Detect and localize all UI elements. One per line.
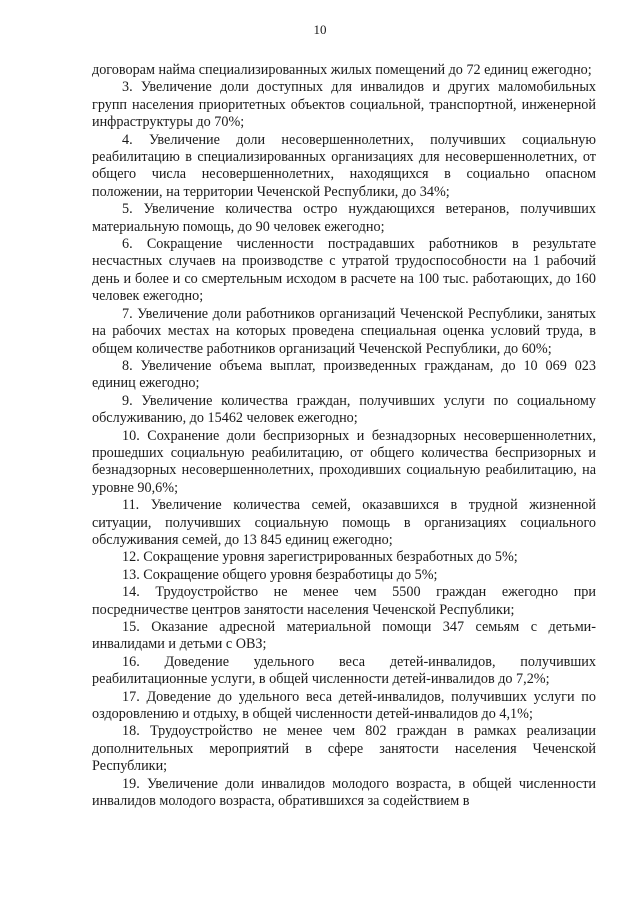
paragraph-continuation: договорам найма специализированных жилых помещений до 72 единиц ежегодно; [92, 62, 592, 78]
paragraph-item-10: 10. Сохранение доли беспризорных и безнадзорных несовершеннолетних, прошедших социальную реабилитацию, от общего количества беспризорных и безнадзорных несовершеннолетних, проходивших социальную реабилитацию, на уровне 90,6%; [92, 427, 596, 496]
paragraph-item-8: 8. Увеличение объема выплат, произведенных гражданам, до 10 069 023 единиц ежегодно; [92, 357, 596, 392]
page-number: 10 [313, 22, 327, 37]
paragraph-item-11: 11. Увеличение количества семей, оказавшихся в трудной жизненной ситуации, получивших социальную помощь в организациях социального обслуживания семей, до 13 845 единиц ежегодно; [92, 497, 596, 548]
paragraph-item-9: 9. Увеличение количества граждан, получивших услуги по социальному обслуживанию, до 15462 человек ежегодно; [92, 392, 596, 427]
paragraph-item-18: 18. Трудоустройство не менее чем 802 граждан в рамках реализации дополнительных мероприятий в сфере занятости населения Чеченской Республики; [92, 723, 596, 775]
paragraph-item-12: 12. Сокращение уровня зарегистрированных безработных до 5%; [122, 549, 518, 566]
paragraph-item-16: 16. Доведение удельного веса детей-инвалидов, получивших реабилитационные услуги, в общей численности детей-инвалидов до 7,2%; [92, 653, 596, 688]
paragraph-item-3: 3. Увеличение доли доступных для инвалидов и других маломобильных групп населения приоритетных объектов социальной, транспортной, инженерной инфраструктуры до 70%; [92, 79, 596, 131]
paragraph-item-6: 6. Сокращение численности пострадавших работников в результате несчастных случаев на производстве с утратой трудоспособности на 1 рабочий день и более и со смертельным исходом в расчете на 100 тыс. работающих, до 160 человек ежегодно; [92, 236, 596, 305]
document-body [92, 62, 596, 810]
paragraph-item-15: 15. Оказание адресной материальной помощи 347 семьям с детьми-инвалидами и детьми с ОВЗ; [92, 619, 596, 653]
paragraph-item-14: 14. Трудоустройство не менее чем 5500 граждан ежегодно при посредничестве центров занятости населения Чеченской Республики; [92, 584, 596, 618]
paragraph-item-13: 13. Сокращение общего уровня безработицы до 5%; [122, 566, 438, 583]
paragraph-item-5: 5. Увеличение количества остро нуждающихся ветеранов, получивших материальную помощь, до 90 человек ежегодно; [92, 201, 596, 235]
paragraph-item-19: 19. Увеличение доли инвалидов молодого возраста, в общей численности инвалидов молодого возраста, обратившихся за содействием в [92, 775, 596, 810]
paragraph-item-4: 4. Увеличение доли несовершеннолетних, получивших социальную реабилитацию в специализированных организациях для несовершеннолетних, от общего числа несовершеннолетних, находящихся в социально опасном положении, на территории Чеченской Республики, до 34%; [92, 131, 596, 200]
paragraph-item-17: 17. Доведение до удельного веса детей-инвалидов, получивших услуги по оздоровлению и отдыху, в общей численности детей-инвалидов до 4,1%; [92, 688, 596, 723]
paragraph-item-7: 7. Увеличение доли работников организаций Чеченской Республики, занятых на рабочих местах на которых проведена специальная оценка условий труда, в общем количестве работников организаций Чеченской Республики, до 60%; [92, 305, 596, 357]
